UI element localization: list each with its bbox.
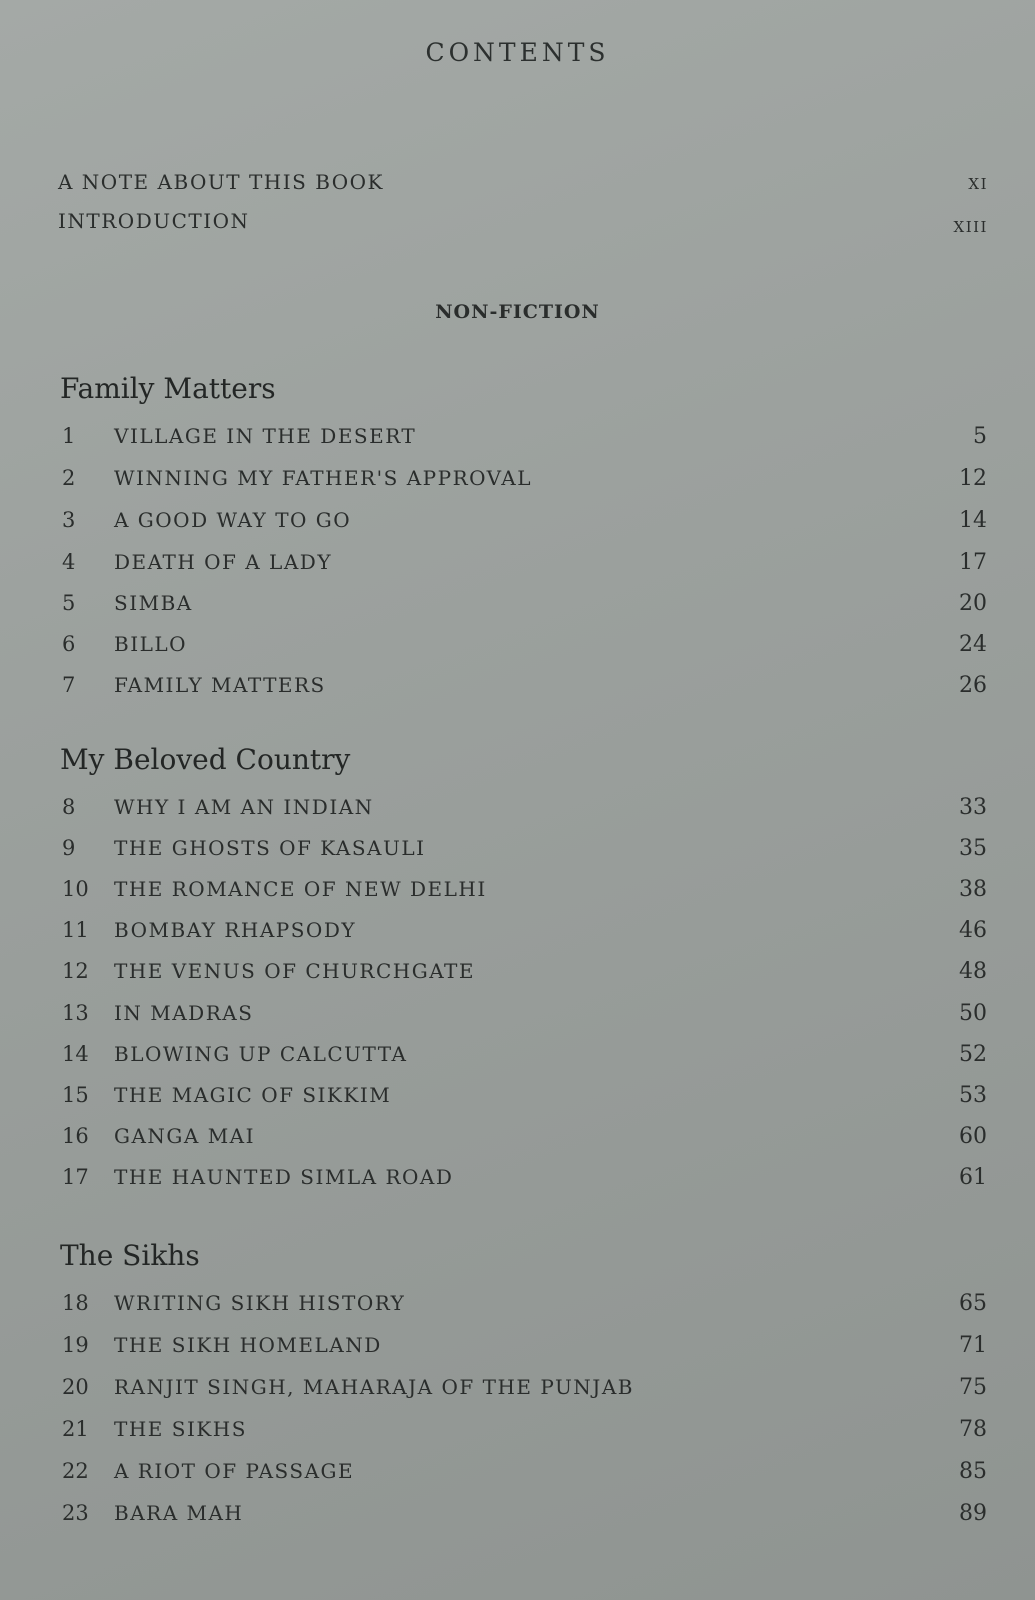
chapter-title: FAMILY MATTERS [114, 673, 326, 697]
chapter-page: 61 [959, 1165, 987, 1190]
chapter-page: 5 [973, 424, 987, 449]
chapter-number: 12 [62, 959, 89, 983]
toc-entry [62, 1459, 987, 1489]
toc-entry [62, 795, 987, 825]
chapter-number: 21 [62, 1417, 89, 1441]
chapter-title: BOMBAY RHAPSODY [114, 918, 357, 942]
chapter-title: BLOWING UP CALCUTTA [114, 1042, 408, 1066]
chapter-title: THE MAGIC OF SIKKIM [114, 1083, 392, 1107]
chapter-number: 8 [62, 795, 76, 819]
toc-entry [62, 632, 987, 662]
chapter-number: 7 [62, 673, 76, 697]
chapter-number: 11 [62, 918, 89, 942]
chapter-title: GANGA MAI [114, 1124, 256, 1148]
chapter-number: 4 [62, 550, 76, 574]
chapter-title: THE HAUNTED SIMLA ROAD [114, 1165, 454, 1189]
chapter-page: 60 [959, 1124, 987, 1149]
chapter-page: 46 [959, 918, 987, 943]
toc-entry [62, 1291, 987, 1321]
chapter-title: A RIOT OF PASSAGE [114, 1459, 355, 1483]
toc-entry [62, 1165, 987, 1195]
toc-entry [62, 1042, 987, 1072]
toc-entry [62, 1501, 987, 1531]
chapter-page: 71 [959, 1333, 987, 1358]
front-matter-row [58, 209, 988, 239]
chapter-title: BILLO [114, 632, 188, 656]
page-title: CONTENTS [425, 38, 610, 67]
chapter-number: 22 [62, 1459, 89, 1483]
chapter-title: WINNING MY FATHER'S APPROVAL [114, 466, 532, 490]
chapter-number: 15 [62, 1083, 89, 1107]
chapter-page: 65 [959, 1291, 987, 1316]
chapter-page: 17 [959, 550, 987, 575]
toc-entry [62, 673, 987, 703]
chapter-number: 19 [62, 1333, 89, 1357]
part-heading: Family Matters [60, 372, 276, 405]
toc-entry [62, 591, 987, 621]
toc-entry [62, 959, 987, 989]
chapter-title: WHY I AM AN INDIAN [114, 795, 374, 819]
front-matter-label: A NOTE ABOUT THIS BOOK [58, 170, 384, 194]
chapter-title: VILLAGE IN THE DESERT [114, 424, 417, 448]
toc-entry [62, 508, 987, 538]
toc-entry [62, 1417, 987, 1447]
toc-entry [62, 877, 987, 907]
section-heading: NON-FICTION [435, 301, 600, 323]
toc-entry [62, 1001, 987, 1031]
chapter-number: 5 [62, 591, 76, 615]
chapter-title: THE GHOSTS OF KASAULI [114, 836, 426, 860]
chapter-page: 12 [959, 466, 987, 491]
toc-entry [62, 918, 987, 948]
chapter-page: 26 [959, 673, 987, 698]
chapter-number: 18 [62, 1291, 89, 1315]
chapter-page: 78 [959, 1417, 987, 1442]
chapter-title: RANJIT SINGH, MAHARAJA OF THE PUNJAB [114, 1375, 634, 1399]
toc-entry [62, 836, 987, 866]
chapter-number: 10 [62, 877, 89, 901]
chapter-page: 48 [959, 959, 987, 984]
chapter-number: 20 [62, 1375, 89, 1399]
chapter-title: BARA MAH [114, 1501, 244, 1525]
toc-entry [62, 1333, 987, 1363]
chapter-page: 53 [959, 1083, 987, 1108]
chapter-title: A GOOD WAY TO GO [114, 508, 352, 532]
chapter-title: THE SIKHS [114, 1417, 247, 1441]
chapter-title: DEATH OF A LADY [114, 550, 333, 574]
toc-entry [62, 550, 987, 580]
chapter-page: 20 [959, 591, 987, 616]
front-matter-page: xiii [953, 213, 988, 238]
chapter-page: 14 [959, 508, 987, 533]
chapter-title: WRITING SIKH HISTORY [114, 1291, 406, 1315]
toc-entry [62, 1375, 987, 1405]
chapter-title: IN MADRAS [114, 1001, 254, 1025]
toc-entry [62, 1124, 987, 1154]
chapter-page: 50 [959, 1001, 987, 1026]
chapter-number: 9 [62, 836, 76, 860]
chapter-number: 23 [62, 1501, 89, 1525]
chapter-title: THE SIKH HOMELAND [114, 1333, 382, 1357]
chapter-page: 33 [959, 795, 987, 820]
chapter-number: 1 [62, 424, 76, 448]
chapter-number: 6 [62, 632, 76, 656]
chapter-page: 52 [959, 1042, 987, 1067]
front-matter-label: INTRODUCTION [58, 209, 250, 233]
chapter-number: 14 [62, 1042, 89, 1066]
chapter-title: THE VENUS OF CHURCHGATE [114, 959, 475, 983]
chapter-page: 35 [959, 836, 987, 861]
toc-entry [62, 424, 987, 454]
chapter-title: THE ROMANCE OF NEW DELHI [114, 877, 487, 901]
chapter-page: 24 [959, 632, 987, 657]
chapter-number: 3 [62, 508, 76, 532]
chapter-title: SIMBA [114, 591, 193, 615]
chapter-page: 85 [959, 1459, 987, 1484]
chapter-page: 75 [959, 1375, 987, 1400]
chapter-number: 13 [62, 1001, 89, 1025]
chapter-number: 17 [62, 1165, 89, 1189]
front-matter-row [58, 170, 988, 200]
part-heading: My Beloved Country [60, 743, 351, 776]
chapter-number: 16 [62, 1124, 89, 1148]
toc-entry [62, 1083, 987, 1113]
chapter-page: 38 [959, 877, 987, 902]
part-heading: The Sikhs [60, 1239, 200, 1272]
toc-entry [62, 466, 987, 496]
chapter-number: 2 [62, 466, 76, 490]
front-matter-page: xi [968, 170, 988, 195]
chapter-page: 89 [959, 1501, 987, 1526]
